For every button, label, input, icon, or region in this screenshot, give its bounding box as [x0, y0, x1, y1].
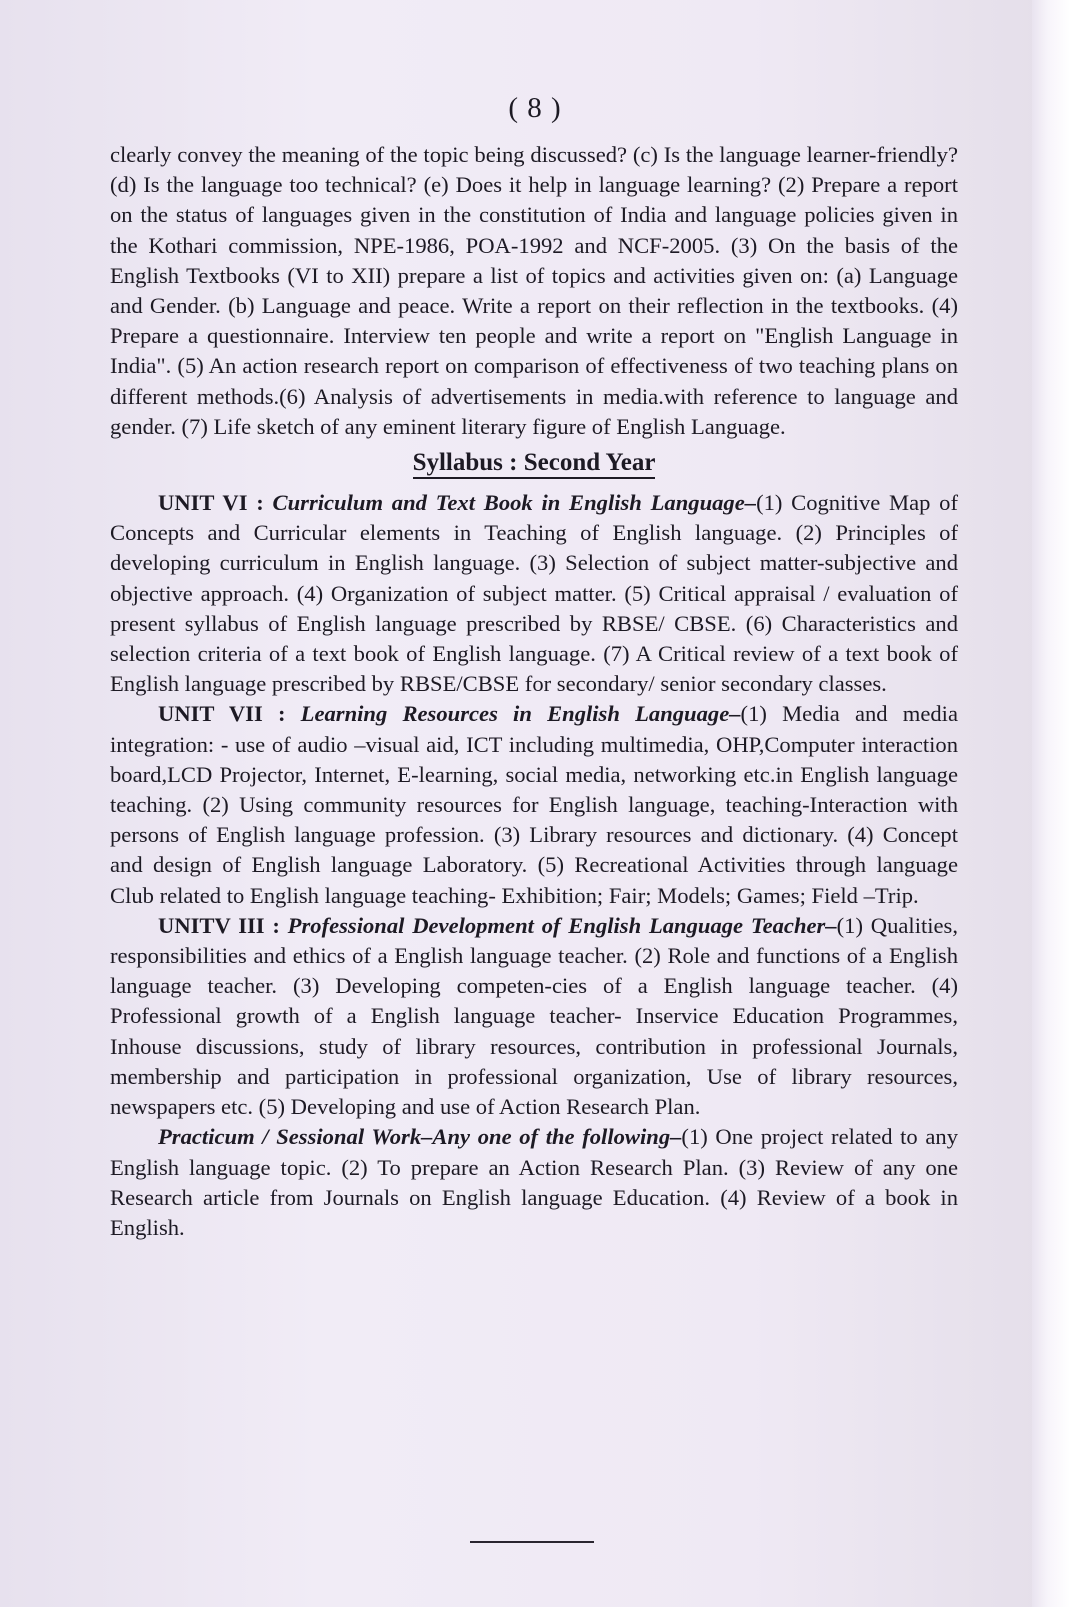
unit-title: Professional Development of English Language Teacher–: [287, 912, 837, 938]
unit-label: UNIT VII :: [158, 701, 301, 727]
unit-label: UNITV III :: [158, 912, 288, 938]
practicum-body: (1) One project related to any English language topic. (2) To prepare an Action Research Plan. (3) Review of any one Research article from Journals on English language Education. (4) Review of a book in English.: [110, 1124, 958, 1240]
unit-paragraph: [110, 911, 958, 1122]
unit-title: Learning Resources in English Language–: [300, 701, 741, 727]
page-edge: [1032, 0, 1070, 1607]
practicum-title: Practicum / Sessional Work–Any one of the following–: [158, 1124, 682, 1150]
unit-body: (1) Qualities, responsibilities and ethics of a English language teacher. (2) Role and functions of a English language teacher. (3) Developing competen-cies of a English language teacher. (4) Professional growth of a English language teacher- Inservice Education Programmes, Inhouse discussions, study of library resources, contribution in professional Journals, membership and participation in professional organization, Use of library resources, newspapers etc. (5) Developing and use of Action Research Plan.: [110, 912, 958, 1120]
section-heading: [110, 446, 958, 480]
practicum-paragraph: [110, 1122, 958, 1243]
unit-label: UNIT VI :: [158, 490, 273, 516]
intro-paragraph: clearly convey the meaning of the topic being discussed? (c) Is the language learner-friendly? (d) Is the language too technical? (e) Does it help in language learning? (2) Prepare a report on the status of languages given in the constitution of India and language policies given in the Kothari commission, NPE-1986, POA-1992 and NCF-2005. (3) On the basis of the English Textbooks (VI to XII) prepare a list of topics and activities given on: (a) Language and Gender. (b) Language and peace. Write a report on their reflection in the textbooks. (4) Prepare a questionnaire. Interview ten people and write a report on "English Language in India". (5) An action research report on comparison of effectiveness of two teaching plans on different methods.(6) Analysis of advertisements in media.with reference to language and gender. (7) Life sketch of any eminent literary figure of English Language.: [110, 142, 958, 439]
unit-body: (1) Media and media integration: - use of audio –visual aid, ICT including multimedia, OHP,Computer interaction board,LCD Projector, Internet, E-learning, social media, networking etc.in English language teaching. (2) Using community resources for English language, teaching-Interaction with persons of English language profession. (3) Library resources and dictionary. (4) Concept and design of English language Laboratory. (5) Recreational Activities through language Club related to English language teaching- Exhibition; Fair; Models; Games; Field –Trip.: [110, 701, 958, 908]
page-number: ( 8 ): [508, 92, 562, 124]
page-body: [110, 140, 958, 1243]
unit-paragraph: [110, 488, 958, 699]
unit-title: Curriculum and Text Book in English Language–: [272, 490, 757, 516]
unit-paragraph: [110, 699, 958, 910]
section-heading-text: Syllabus : Second Year: [413, 449, 656, 479]
end-rule: [470, 1541, 594, 1543]
unit-body: (1) Cognitive Map of Concepts and Curricular elements in Teaching of English language. (2) Principles of developing curriculum in English language. (3) Selection of subject matter-subjective and objective approach. (4) Organization of subject matter. (5) Critical appraisal / evaluation of present syllabus of English language prescribed by RBSE/ CBSE. (6) Characteristics and selection criteria of a text book of English language. (7) A Critical review of a text book of English language prescribed by RBSE/CBSE for secondary/ senior secondary classes.: [110, 490, 958, 697]
